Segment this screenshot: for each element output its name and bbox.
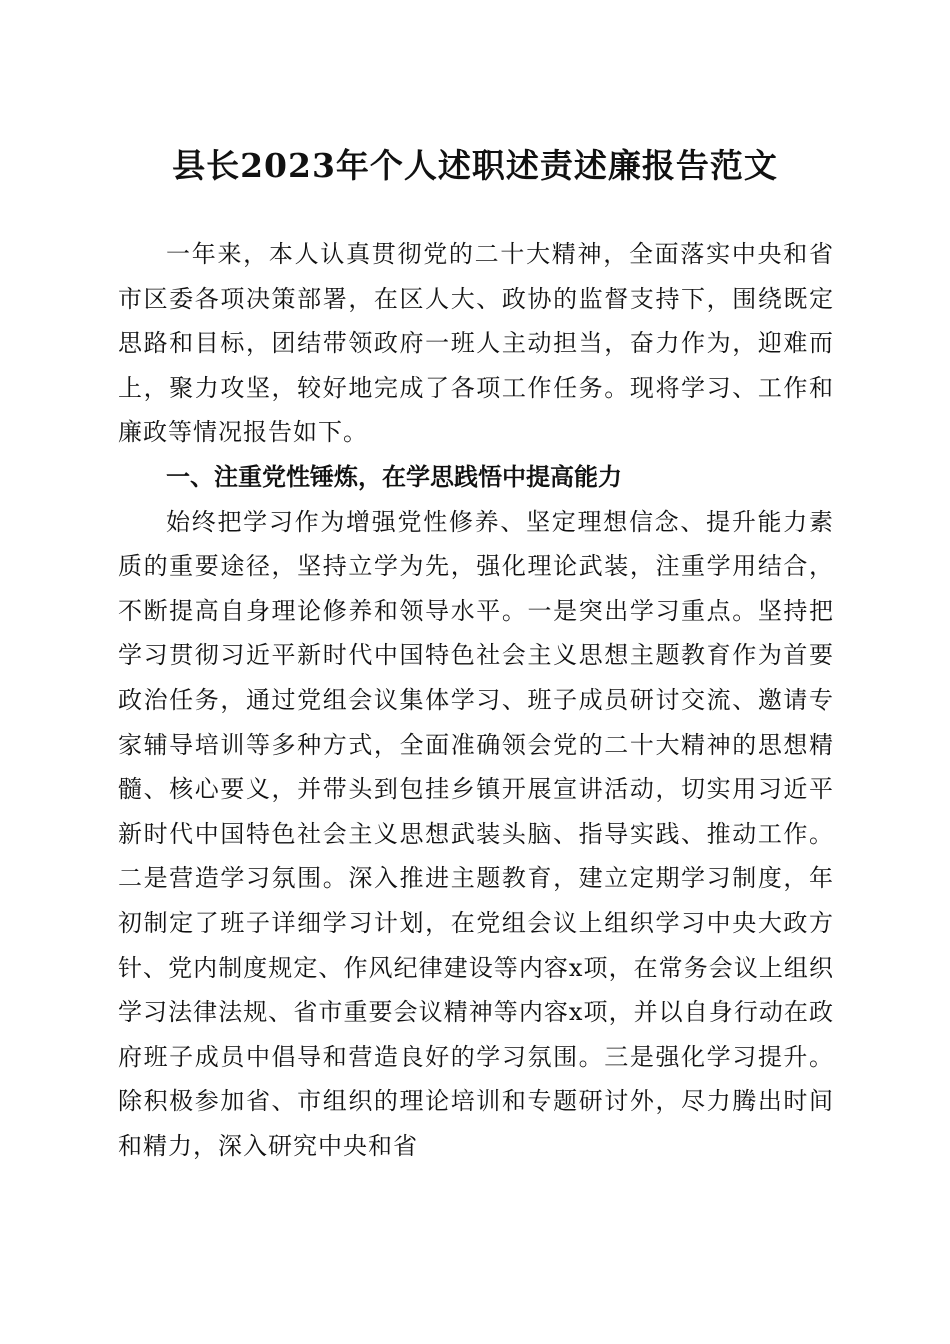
document-body <box>118 232 834 1168</box>
intro-paragraph: 一年来，本人认真贯彻党的二十大精神，全面落实中央和省市区委各项决策部署，在区人大、政协的监督支持下，围绕既定思路和目标，团结带领政府一班人主动担当，奋力作为，迎难而上，聚力攻坚，较好地完成了各项工作任务。现将学习、工作和廉政等情况报告如下。 <box>118 240 834 447</box>
section-paragraph: 始终把学习作为增强党性修养、坚定理想信念、提升能力素质的重要途径，坚持立学为先，强化理论武装，注重学用结合，不断提高自身理论修养和领导水平。一是突出学习重点。坚持把学习贯彻习近平新时代中国特色社会主义思想主题教育作为首要政治任务，通过党组会议集体学习、班子成员研讨交流、邀请专家辅导培训等多种方式，全面准确领会党的二十大精神的思想精髓、核心要义，并带头到包挂乡镇开展宣讲活动，切实用习近平新时代中国特色社会主义思想武装头脑、指导实践、推动工作。二是营造学习氛围。深入推进主题教育，建立定期学习制度，年初制定了班子详细学习计划，在党组会议上组织学习中央大政方针、党内制度规定、作风纪律建设等内容x项，在常务会议上组织学习法律法规、省市重要会议精神等内容x项，并以自身行动在政府班子成员中倡导和营造良好的学习氛围。三是强化学习提升。除积极参加省、市组织的理论培训和专题研讨外，尽力腾出时间和精力，深入研究中央和省 <box>118 507 834 1160</box>
document-title: 县长2023年个人述职述责述廉报告范文 <box>172 146 778 185</box>
section-heading: 一、注重党性锤炼，在学思践悟中提高能力 <box>166 462 622 491</box>
